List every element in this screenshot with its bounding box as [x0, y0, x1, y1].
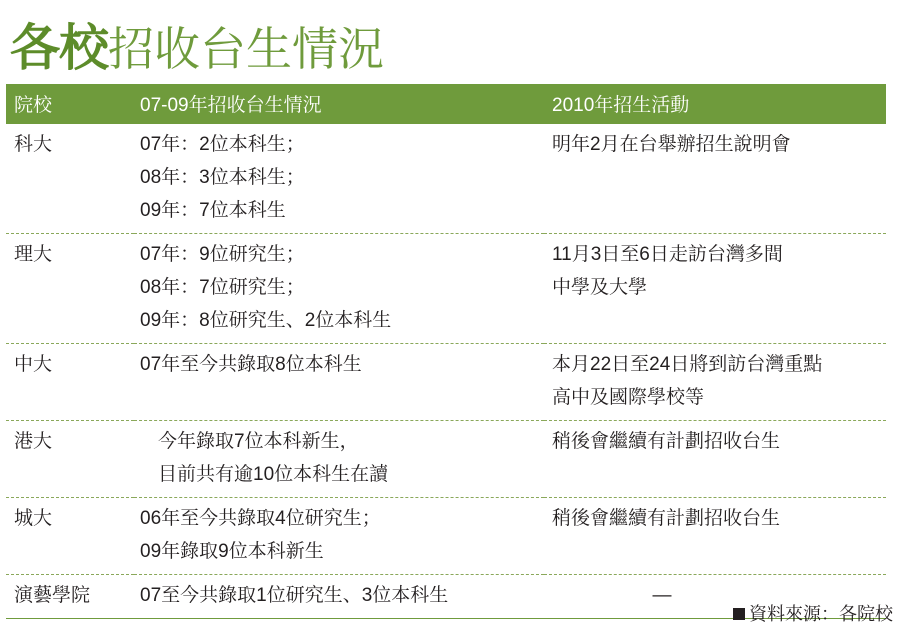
square-bullet-icon [733, 608, 745, 620]
page-title [10, 8, 384, 80]
cell-school: 科大 [6, 124, 134, 234]
activity-line: 11月3日至6日走訪台灣多間 [552, 244, 783, 265]
cell-activities [544, 498, 886, 575]
cell-school: 演藝學院 [6, 575, 134, 619]
cell-school: 城大 [6, 498, 134, 575]
activity-line: 稍後會繼續有計劃招收台生 [552, 431, 781, 452]
column-header-school: 院校 [6, 84, 134, 124]
activity-line: — [652, 585, 674, 606]
cell-admissions [134, 575, 544, 619]
cell-activities [544, 344, 886, 421]
cell-admissions [134, 124, 544, 234]
source-note-text: 資料來源：各院校 [749, 604, 893, 624]
admissions-table [6, 84, 886, 619]
table-header [6, 84, 886, 124]
cell-school: 理大 [6, 234, 134, 344]
cell-school: 中大 [6, 344, 134, 421]
detail-line: 07年：9位研究生； [140, 244, 305, 265]
page-title-rest: 招收台生情況 [108, 23, 384, 75]
table-row [6, 344, 886, 421]
cell-admissions [134, 498, 544, 575]
cell-activities [544, 421, 886, 498]
detail-line: 07年：2位本科生； [140, 134, 305, 155]
detail-line: 09年：8位研究生、2位本科生 [140, 310, 392, 331]
detail-line: 06年至今共錄取4位研究生； [140, 508, 381, 529]
column-header-activities: 2010年招生活動 [544, 84, 886, 124]
activity-line: 明年2月在台舉辦招生說明會 [552, 134, 791, 155]
cell-activities [544, 124, 886, 234]
table-row [6, 124, 886, 234]
cell-activities [544, 234, 886, 344]
source-note [733, 600, 893, 626]
detail-line: 09年：7位本科生 [140, 200, 286, 221]
table-header-row [6, 84, 886, 124]
column-header-admissions: 07-09年招收台生情況 [134, 84, 544, 124]
detail-line: 08年：7位研究生； [140, 277, 305, 298]
detail-line: 今年錄取7位本科新生， [158, 431, 359, 452]
detail-line: 07至今共錄取1位研究生、3位本科生 [140, 585, 449, 606]
detail-line: 08年：3位本科生； [140, 167, 305, 188]
activity-line: 稍後會繼續有計劃招收台生 [552, 508, 781, 529]
cell-admissions [134, 421, 544, 498]
cell-school: 港大 [6, 421, 134, 498]
activity-line: 高中及國際學校等 [552, 387, 705, 408]
page-title-strong: 各校 [10, 20, 108, 76]
cell-admissions [134, 234, 544, 344]
table-row [6, 421, 886, 498]
table-body [6, 124, 886, 619]
table-row [6, 234, 886, 344]
cell-admissions [134, 344, 544, 421]
table-row [6, 498, 886, 575]
activity-line: 本月22日至24日將到訪台灣重點 [552, 354, 823, 375]
detail-line: 07年至今共錄取8位本科生 [140, 354, 362, 375]
activity-line: 中學及大學 [552, 277, 648, 298]
detail-line: 09年錄取9位本科新生 [140, 541, 324, 562]
detail-line: 目前共有逾10位本科生在讀 [158, 464, 389, 485]
admissions-table-wrapper [6, 84, 886, 619]
